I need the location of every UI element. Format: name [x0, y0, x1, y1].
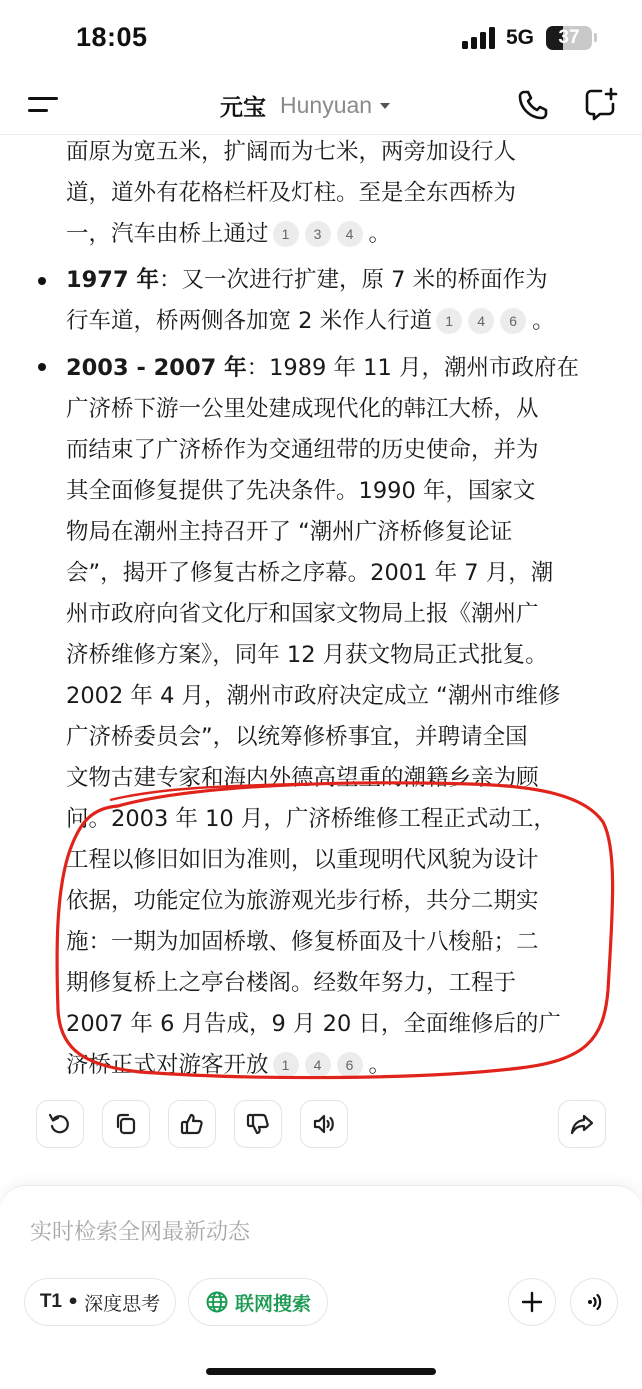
text-line: 物局在潮州主持召开了 “潮州广济桥修复论证 — [66, 519, 513, 545]
speaker-icon — [311, 1111, 337, 1137]
chip-dot: • — [67, 1291, 80, 1313]
citation-badge[interactable]: 4 — [468, 308, 494, 334]
text-fragment: ：又一次进行扩建，原 7 米的桥面作为 — [158, 267, 548, 293]
copy-icon — [113, 1111, 139, 1137]
text-line: 道，道外有花格栏杆及灯柱。至是全东西桥为 — [66, 180, 517, 206]
text-fragment: ：1989 年 11 月，潮州市政府在 — [246, 355, 579, 381]
text-fragment: 。 — [368, 221, 392, 247]
text-line: 会”，揭开了修复古桥之序幕。2001 年 7 月，潮 — [66, 560, 554, 586]
plus-icon — [520, 1290, 544, 1314]
phone-icon[interactable] — [515, 87, 551, 123]
text-line — [66, 214, 391, 255]
hamburger-icon[interactable] — [28, 92, 58, 118]
text-fragment: 济桥正式对游客开放 — [66, 1052, 269, 1078]
text-line: 依据，功能定位为旅游观光步行桥，共分二期实 — [66, 888, 539, 914]
thumbs-up-icon — [179, 1111, 205, 1137]
thumbs-down-icon — [245, 1111, 271, 1137]
text-line: 广济桥下游一公里处建成现代化的韩江大桥，从 — [66, 396, 539, 422]
citation-badge[interactable]: 4 — [337, 221, 363, 247]
attach-button[interactable] — [508, 1278, 556, 1326]
text-line: 济桥维修方案》，同年 12 月获文物局正式批复。 — [66, 642, 548, 668]
chip-deep-think-label: 深度思考 — [84, 1292, 161, 1315]
citation-badge[interactable]: 3 — [305, 221, 331, 247]
voice-icon — [582, 1290, 606, 1314]
text-fragment: 。 — [532, 308, 555, 334]
refresh-icon — [47, 1111, 73, 1137]
status-time: 18:05 — [76, 22, 148, 52]
composer — [0, 1185, 642, 1389]
share-icon — [569, 1111, 595, 1137]
text-line — [66, 1045, 391, 1086]
chip-search-label: 联网搜索 — [234, 1292, 311, 1315]
text-line: 施：一期为加固桥墩、修复桥面及十八梭船；二 — [66, 929, 539, 955]
new-chat-icon[interactable] — [583, 86, 619, 122]
app-header — [0, 78, 642, 134]
status-bar — [0, 0, 642, 78]
like-button[interactable] — [168, 1100, 216, 1148]
text-line: 而结束了广济桥作为交通纽带的历史使命，并为 — [66, 437, 539, 463]
battery-icon — [546, 26, 592, 50]
signal-icon — [462, 27, 496, 49]
text-line: 广济桥委员会”，以统筹修桥事宜，并聘请全国 — [66, 724, 528, 750]
chip-t1-label: T1 — [39, 1291, 62, 1312]
deep-think-chip[interactable] — [24, 1278, 176, 1326]
text-fragment: 行车道，桥两侧各加宽 2 米作人行道 — [66, 308, 433, 334]
citation-badge[interactable]: 4 — [305, 1052, 331, 1078]
bullet-dot — [38, 277, 46, 285]
read-aloud-button[interactable] — [300, 1100, 348, 1148]
text-line: 面原为宽五米，扩阔而为七米，两旁加设行人 — [66, 139, 517, 165]
network-type: 5G — [506, 26, 535, 49]
app-title: 元宝 — [220, 94, 266, 121]
model-selector[interactable] — [220, 88, 390, 122]
text-line — [66, 260, 548, 301]
bullet-dot — [38, 363, 46, 371]
share-button[interactable] — [558, 1100, 606, 1148]
battery-level: 37 — [558, 27, 580, 48]
globe-icon — [205, 1290, 229, 1314]
citation-badge[interactable]: 6 — [500, 308, 526, 334]
regenerate-button[interactable] — [36, 1100, 84, 1148]
text-line: 州市政府向省文化厅和国家文物局上报《潮州广 — [66, 601, 539, 627]
text-line — [66, 348, 579, 389]
text-line: 文物古建专家和海内外德高望重的潮籍乡亲为顾 — [66, 765, 539, 791]
text-line: 期修复桥上之亭台楼阁。经数年努力，工程于 — [66, 970, 517, 996]
web-search-chip[interactable] — [188, 1278, 328, 1326]
citation-badge[interactable]: 1 — [273, 1052, 299, 1078]
text-line: 2002 年 4 月，潮州市政府决定成立 “潮州市维修 — [66, 683, 561, 709]
year-label: 1977 年 — [66, 267, 159, 293]
text-line: 其全面修复提供了先决条件。1990 年，国家文 — [66, 478, 536, 504]
caret-down-icon — [380, 103, 390, 109]
copy-button[interactable] — [102, 1100, 150, 1148]
battery-tip — [594, 33, 597, 42]
text-fragment: 。 — [368, 1052, 392, 1078]
citation-badge[interactable]: 1 — [436, 308, 462, 334]
text-line: 问。2003 年 10 月，广济桥维修工程正式动工， — [66, 806, 556, 832]
text-line: 工程以修旧如旧为准则，以重现明代风貌为设计 — [66, 847, 539, 873]
home-indicator — [206, 1368, 436, 1375]
model-name: Hunyuan — [280, 91, 373, 118]
text-line: 2007 年 6 月告成，9 月 20 日，全面维修后的广 — [66, 1011, 561, 1037]
voice-button[interactable] — [570, 1278, 618, 1326]
dislike-button[interactable] — [234, 1100, 282, 1148]
text-fragment: 一，汽车由桥上通过 — [66, 221, 269, 247]
citation-badge[interactable]: 1 — [273, 221, 299, 247]
citation-badge[interactable]: 6 — [337, 1052, 363, 1078]
text-line — [66, 301, 555, 342]
year-label: 2003 - 2007 年 — [66, 355, 247, 381]
message-input[interactable] — [30, 1214, 590, 1250]
